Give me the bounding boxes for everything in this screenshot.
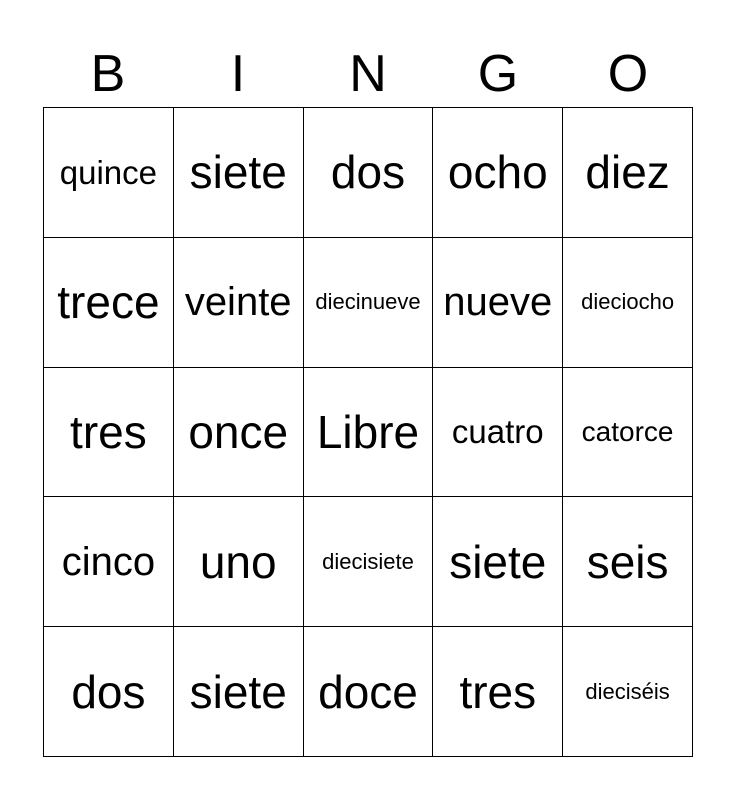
bingo-cell[interactable]: diecisiete (304, 497, 434, 627)
bingo-cell[interactable]: dieciocho (563, 238, 693, 368)
bingo-cell[interactable]: siete (433, 497, 563, 627)
bingo-cell[interactable]: diez (563, 108, 693, 238)
bingo-cell[interactable]: tres (44, 368, 174, 498)
bingo-board (43, 107, 693, 757)
header-letter-o: O (607, 45, 649, 103)
bingo-header (43, 40, 693, 108)
bingo-cell[interactable]: veinte (174, 238, 304, 368)
bingo-cell[interactable]: tres (433, 627, 563, 757)
bingo-cell[interactable]: dieciséis (563, 627, 693, 757)
header-letter-i: I (230, 45, 246, 103)
bingo-cell[interactable]: once (174, 368, 304, 498)
bingo-cell[interactable]: siete (174, 108, 304, 238)
bingo-cell[interactable]: siete (174, 627, 304, 757)
header-letter-n: N (349, 45, 387, 103)
bingo-cell[interactable]: seis (563, 497, 693, 627)
bingo-cell[interactable]: dos (44, 627, 174, 757)
bingo-cell[interactable]: cuatro (433, 368, 563, 498)
bingo-cell[interactable]: quince (44, 108, 174, 238)
bingo-cell[interactable]: doce (304, 627, 434, 757)
bingo-cell[interactable]: uno (174, 497, 304, 627)
free-space[interactable]: Libre (304, 368, 434, 498)
bingo-cell[interactable]: cinco (44, 497, 174, 627)
header-letter-b: B (90, 45, 126, 103)
header-letter-g: G (477, 45, 519, 103)
bingo-cell[interactable]: dos (304, 108, 434, 238)
bingo-cell[interactable]: catorce (563, 368, 693, 498)
bingo-cell[interactable]: trece (44, 238, 174, 368)
bingo-cell[interactable]: nueve (433, 238, 563, 368)
bingo-cell[interactable]: ocho (433, 108, 563, 238)
bingo-cell[interactable]: diecinueve (304, 238, 434, 368)
